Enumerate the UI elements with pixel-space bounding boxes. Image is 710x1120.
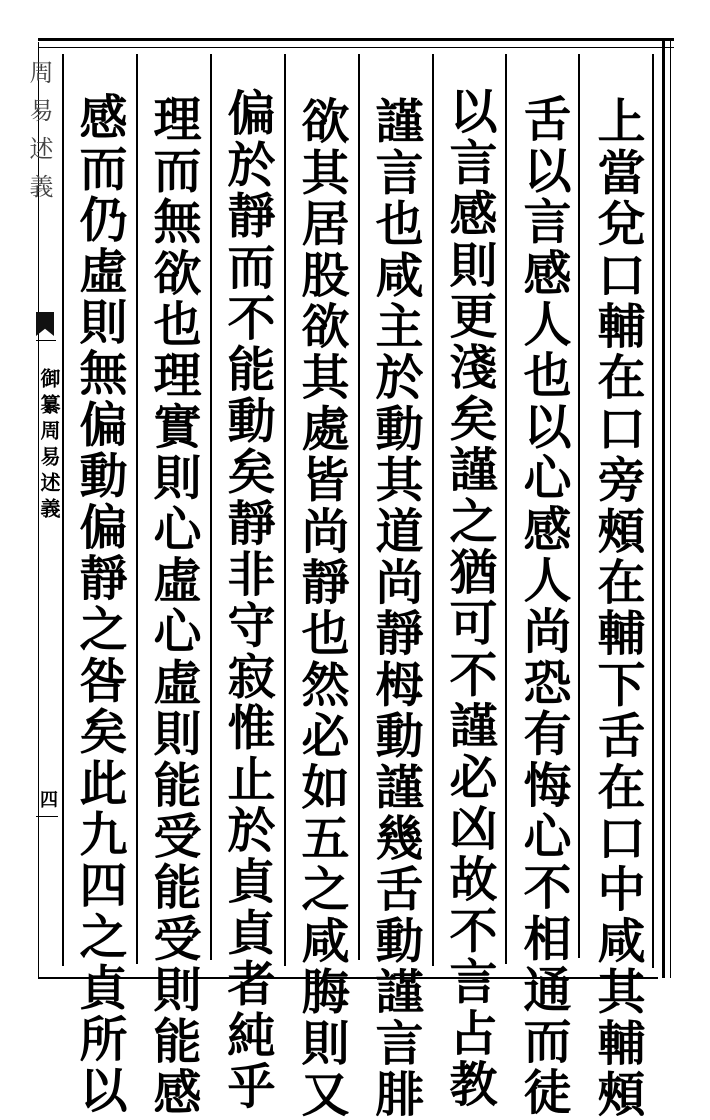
column-rule <box>210 54 212 960</box>
column-rule <box>136 54 138 964</box>
column-rule <box>578 54 580 958</box>
column-rule <box>505 54 507 964</box>
fishtail-mark <box>36 312 54 336</box>
spine-page-number: 四 <box>37 790 58 808</box>
text-column-2: 舌以言感人也以心感人尚恐有悔心不相通而徒 <box>515 94 571 1118</box>
text-column-1: 上當兌口輔在口旁頰在輔下舌在口中咸其輔頰 <box>589 96 645 1120</box>
text-column-6: 偏於靜而不能動矣靜非守寂惟止於貞貞者純乎 <box>219 88 275 1112</box>
text-column-4: 謹言也咸主於動其道尚靜栂動謹幾舌動謹言腓 <box>367 96 423 1120</box>
text-column-7: 理而無欲也理實則心虛心虛則能受能受則能感 <box>145 94 201 1118</box>
text-column-8: 感而仍虛則無偏動偏靜之咎矣此九四之貞所以 <box>71 92 127 1116</box>
column-rule <box>652 54 654 968</box>
top-border <box>38 38 674 48</box>
column-rule <box>358 54 360 960</box>
page-number-rule <box>36 816 58 817</box>
column-rule <box>284 54 286 966</box>
fishtail-rule <box>36 340 56 341</box>
column-rule <box>432 54 434 966</box>
right-border <box>662 40 671 978</box>
text-column-5: 欲其居股欲其處皆尚靜也然必如五之咸脢則又 <box>293 96 349 1120</box>
text-column-3: 以言感則更淺矣謹之猶可不謹必凶故不言占教 <box>441 86 497 1110</box>
spine-top-text: 周易述義 <box>25 60 53 212</box>
spine-book-title: 御纂周易述義 <box>37 368 61 524</box>
